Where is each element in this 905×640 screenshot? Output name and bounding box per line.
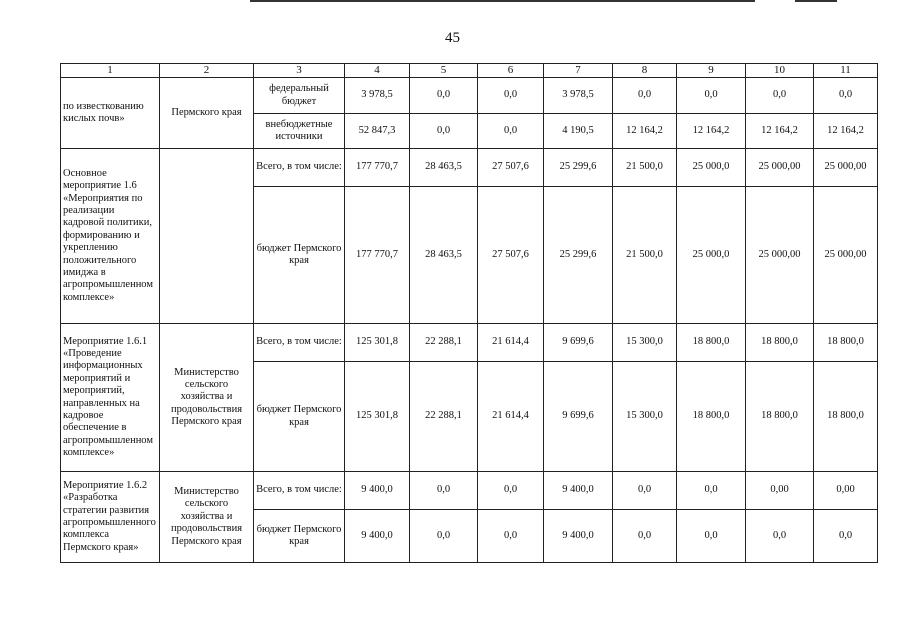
funding-source-cell: Всего, в том числе: — [254, 149, 345, 187]
value-cell: 18 800,0 — [746, 324, 814, 362]
header-row — [61, 64, 878, 78]
value-cell: 0,0 — [613, 510, 677, 563]
value-cell: 18 800,0 — [814, 324, 878, 362]
value-cell: 125 301,8 — [345, 362, 410, 472]
value-cell: 15 300,0 — [613, 324, 677, 362]
top-rule-short — [795, 0, 837, 2]
value-cell: 12 164,2 — [613, 114, 677, 149]
value-cell: 0,0 — [677, 78, 746, 114]
value-cell: 25 299,6 — [544, 187, 613, 324]
table-row — [61, 472, 878, 510]
value-cell: 125 301,8 — [345, 324, 410, 362]
value-cell: 18 800,0 — [677, 362, 746, 472]
funding-source-cell: Всего, в том числе: — [254, 472, 345, 510]
executor-cell: Министерство сельского хозяйства и продовольствия Пермского края — [160, 324, 254, 472]
value-cell: 9 699,6 — [544, 362, 613, 472]
column-header: 6 — [478, 64, 544, 78]
measure-name-cell: Мероприятие 1.6.2 «Разработка стратегии развития агропромышленного комплекса Пермского края» — [61, 472, 160, 563]
value-cell: 21 500,0 — [613, 187, 677, 324]
value-cell: 12 164,2 — [746, 114, 814, 149]
value-cell: 0,0 — [478, 114, 544, 149]
value-cell: 0,0 — [613, 78, 677, 114]
value-cell: 0,0 — [746, 510, 814, 563]
measure-name-cell: Мероприятие 1.6.1 «Проведение информационных мероприятий и мероприятий, направленных на кадровое обеспечение в агропромышленном комплексе» — [61, 324, 160, 472]
value-cell: 25 299,6 — [544, 149, 613, 187]
measure-name-cell: Основное мероприятие 1.6 «Мероприятия по реализации кадровой политики, формированию и укреплению положительного имиджа в агропромышленном комплексе» — [61, 149, 160, 324]
value-cell: 9 400,0 — [345, 510, 410, 563]
column-header: 7 — [544, 64, 613, 78]
value-cell: 3 978,5 — [345, 78, 410, 114]
value-cell: 0,0 — [677, 472, 746, 510]
column-header: 8 — [613, 64, 677, 78]
measure-name-cell: по известкованию кислых почв» — [61, 78, 160, 149]
value-cell: 25 000,00 — [814, 187, 878, 324]
value-cell: 0,0 — [746, 78, 814, 114]
page-number: 45 — [445, 30, 460, 46]
value-cell: 4 190,5 — [544, 114, 613, 149]
value-cell: 0,0 — [410, 78, 478, 114]
value-cell: 25 000,00 — [814, 149, 878, 187]
value-cell: 22 288,1 — [410, 324, 478, 362]
value-cell: 177 770,7 — [345, 149, 410, 187]
value-cell: 0,0 — [410, 510, 478, 563]
value-cell: 21 614,4 — [478, 324, 544, 362]
value-cell: 0,0 — [478, 78, 544, 114]
value-cell: 12 164,2 — [814, 114, 878, 149]
value-cell: 18 800,0 — [746, 362, 814, 472]
value-cell: 21 614,4 — [478, 362, 544, 472]
column-header: 10 — [746, 64, 814, 78]
column-header: 5 — [410, 64, 478, 78]
value-cell: 25 000,0 — [677, 149, 746, 187]
value-cell: 0,00 — [814, 472, 878, 510]
value-cell: 9 400,0 — [544, 472, 613, 510]
value-cell: 25 000,00 — [746, 149, 814, 187]
column-header: 2 — [160, 64, 254, 78]
value-cell: 177 770,7 — [345, 187, 410, 324]
funding-source-cell: Всего, в том числе: — [254, 324, 345, 362]
value-cell: 0,0 — [613, 472, 677, 510]
value-cell: 21 500,0 — [613, 149, 677, 187]
value-cell: 18 800,0 — [677, 324, 746, 362]
value-cell: 0,0 — [478, 472, 544, 510]
funding-source-cell: внебюджетные источники — [254, 114, 345, 149]
column-header: 9 — [677, 64, 746, 78]
value-cell: 28 463,5 — [410, 149, 478, 187]
funding-source-cell: бюджет Пермского края — [254, 362, 345, 472]
funding-source-cell: бюджет Пермского края — [254, 187, 345, 324]
value-cell: 22 288,1 — [410, 362, 478, 472]
value-cell: 0,0 — [677, 510, 746, 563]
table-row — [61, 149, 878, 187]
budget-table — [60, 63, 878, 563]
value-cell: 3 978,5 — [544, 78, 613, 114]
column-header: 11 — [814, 64, 878, 78]
table-body — [61, 64, 878, 563]
table-row — [61, 78, 878, 114]
value-cell: 0,0 — [410, 114, 478, 149]
value-cell: 52 847,3 — [345, 114, 410, 149]
value-cell: 0,0 — [814, 510, 878, 563]
value-cell: 0,0 — [814, 78, 878, 114]
value-cell: 9 400,0 — [544, 510, 613, 563]
top-rule — [250, 0, 755, 2]
value-cell: 18 800,0 — [814, 362, 878, 472]
value-cell: 0,0 — [410, 472, 478, 510]
value-cell: 27 507,6 — [478, 187, 544, 324]
executor-cell: Пермского края — [160, 78, 254, 149]
table-row — [61, 324, 878, 362]
value-cell: 28 463,5 — [410, 187, 478, 324]
value-cell: 15 300,0 — [613, 362, 677, 472]
value-cell: 9 699,6 — [544, 324, 613, 362]
executor-cell — [160, 149, 254, 324]
value-cell: 0,0 — [478, 510, 544, 563]
executor-cell: Министерство сельского хозяйства и продовольствия Пермского края — [160, 472, 254, 563]
value-cell: 25 000,0 — [677, 187, 746, 324]
column-header: 4 — [345, 64, 410, 78]
funding-source-cell: федеральный бюджет — [254, 78, 345, 114]
value-cell: 27 507,6 — [478, 149, 544, 187]
value-cell: 9 400,0 — [345, 472, 410, 510]
value-cell: 12 164,2 — [677, 114, 746, 149]
column-header: 3 — [254, 64, 345, 78]
value-cell: 25 000,00 — [746, 187, 814, 324]
column-header: 1 — [61, 64, 160, 78]
funding-source-cell: бюджет Пермского края — [254, 510, 345, 563]
value-cell: 0,00 — [746, 472, 814, 510]
